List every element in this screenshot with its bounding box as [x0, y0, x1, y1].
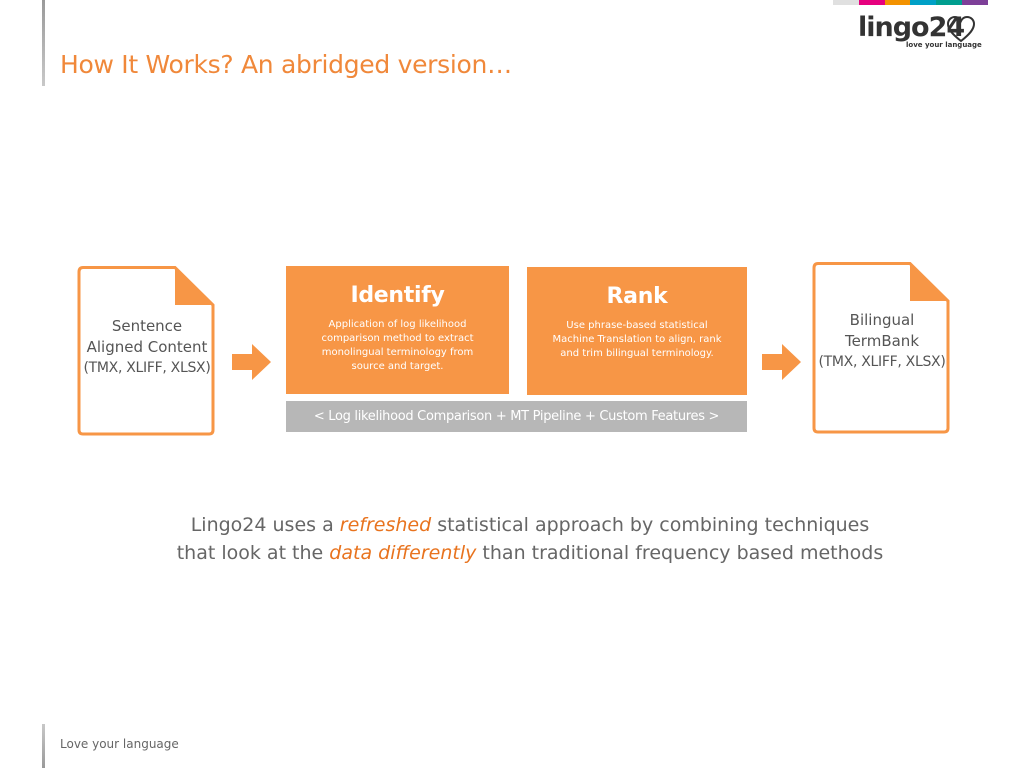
stripe-segment: [910, 0, 936, 5]
pipeline-bar: < Log likelihood Comparison + MT Pipeline + Custom Features >: [286, 401, 747, 432]
identify-description: Application of log likelihood comparison method to extract monolingual terminology from source and target.: [321, 319, 474, 372]
left-accent-rule-bottom: [42, 724, 45, 768]
input-doc-line-2: Aligned Content: [86, 338, 208, 356]
output-doc-formats: (TMX, XLIFF, XLSX): [818, 354, 946, 370]
input-doc-formats: (TMX, XLIFF, XLSX): [83, 360, 211, 376]
logo-tagline: love your language: [906, 41, 982, 49]
output-document-shape: [812, 262, 952, 434]
logo-wordmark: lingo24: [858, 12, 965, 43]
summary-text: [0, 511, 1024, 567]
input-document-shape: [77, 266, 217, 436]
summary-line-2: [0, 539, 1024, 567]
brand-color-stripe: [833, 0, 988, 5]
rank-step-box: [527, 267, 747, 395]
lingo24-logo: [858, 12, 982, 52]
identify-title: Identify: [350, 283, 445, 308]
identify-step-box: [286, 266, 509, 394]
stripe-segment: [833, 0, 859, 5]
arrow-right-icon: [762, 344, 802, 380]
input-doc-line-1: Sentence: [111, 317, 183, 335]
stripe-segment: [962, 0, 988, 5]
arrow-right-icon: [232, 344, 272, 380]
summary-text-span: that look at the: [176, 542, 330, 564]
emphasis-data-differently: data differently: [329, 542, 477, 564]
output-doc-line-2: TermBank: [844, 332, 920, 350]
summary-text-span: statistical approach by combining techniques: [431, 514, 870, 536]
rank-description: Use phrase-based statistical Machine Translation to align, rank and trim bilingual terminology.: [552, 320, 722, 359]
output-doc-line-1: Bilingual: [849, 311, 915, 329]
stripe-segment: [885, 0, 911, 5]
stripe-segment: [936, 0, 962, 5]
summary-text-span: than traditional frequency based methods: [476, 542, 884, 564]
heart-icon: [946, 15, 976, 43]
left-accent-rule-top: [42, 0, 45, 86]
summary-line-1: [0, 511, 1024, 539]
summary-text-span: Lingo24 uses a: [190, 514, 340, 536]
rank-title: Rank: [606, 284, 668, 309]
footer-tagline: Love your language: [60, 737, 179, 751]
emphasis-refreshed: refreshed: [339, 514, 432, 536]
stripe-segment: [859, 0, 885, 5]
page-title: How It Works? An abridged version…: [60, 50, 512, 79]
